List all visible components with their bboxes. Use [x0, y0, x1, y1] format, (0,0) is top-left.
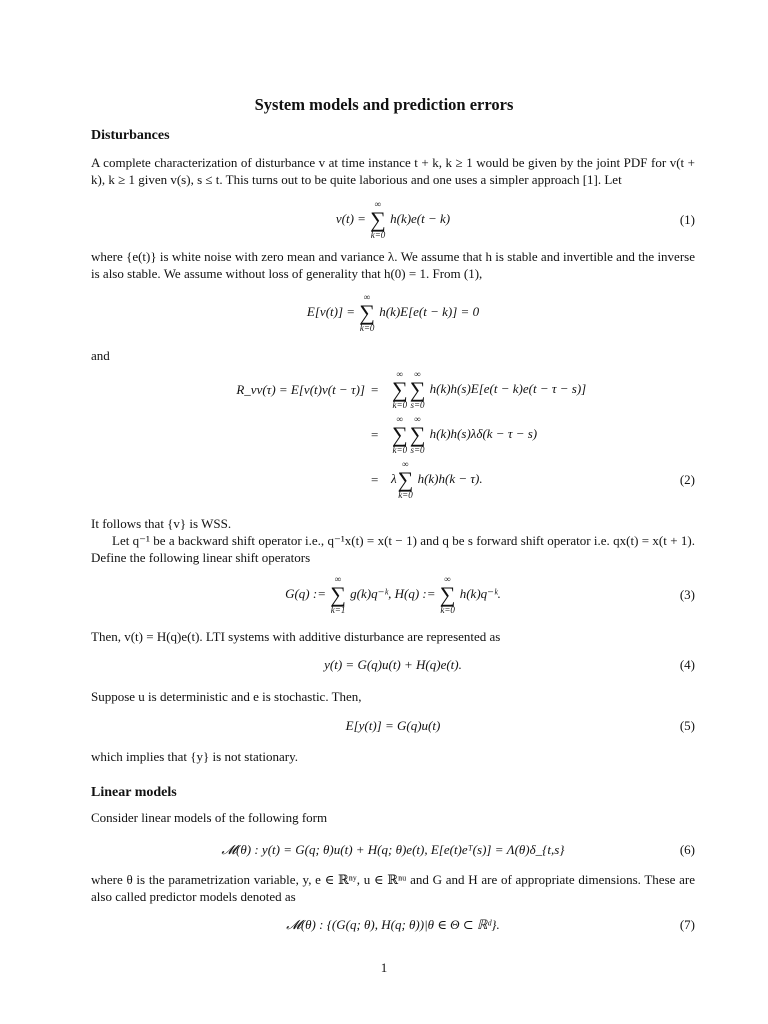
eq6-body: 𝓜(θ) : y(t) = G(q; θ)u(t) + H(q; θ)e(t), E[e(t)eᵀ(s)] = Λ(θ)δ_{t,s} [221, 842, 565, 857]
eq2-line-3 [91, 460, 695, 500]
equation-number-4: (4) [679, 657, 695, 672]
eq2-rhs-3: λ ∞ ∑ k=0 h(k)h(k − τ). [391, 459, 483, 500]
sum-symbol: ∞ ∑ k=0 [359, 292, 375, 333]
paragraph-10: where θ is the parametrization variable, y, e ∈ ℝⁿʸ, u ∈ ℝⁿᵘ and G and H are of appropriate dimensions. These are also called predictor models denoted as [91, 872, 695, 904]
eq2-equals-3: = [371, 472, 379, 487]
section-heading-linear-models: Linear models [91, 785, 177, 800]
paragraph-4: It follows that {v} is WSS. [91, 516, 232, 531]
paragraph-2: where {e(t)} is white noise with zero mean and variance λ. We assume that h is stable and invertible and the inverse is also stable. We assume without loss of generality that h(0) = 1. From (1), [91, 249, 695, 281]
page-number: 1 [380, 960, 388, 975]
equation-6 [91, 830, 695, 870]
paragraph-7: Suppose u is deterministic and e is stochastic. Then, [91, 689, 362, 704]
equation-3: G(q) := ∞ ∑ k=1 g(k)q⁻ᵏ, H(q) := ∞ ∑ k=0 h(k)q⁻ᵏ. (3) [285, 574, 695, 615]
mean-rhs: h(k)E[e(t − k)] = 0 [379, 303, 480, 319]
eq2-equals-2: = [371, 427, 379, 442]
eq7-body: 𝓜(θ) : {(G(q; θ), H(q; θ))|θ ∈ Θ ⊂ ℝᵈ}. [286, 917, 500, 932]
equation-4 [91, 645, 695, 685]
paragraph-3: and [91, 348, 110, 363]
equation-number-2: (2) [679, 472, 695, 487]
equation-5 [91, 706, 695, 746]
eq3-g-body: g(k)q⁻ᵏ, H(q) := [350, 585, 436, 601]
paper-title: System models and prediction errors [254, 95, 514, 114]
eq1-rhs: h(k)e(t − k) [390, 210, 451, 226]
equation-mean [91, 293, 695, 333]
equation-1 [91, 200, 695, 240]
equation-number-3: (3) [679, 587, 695, 602]
equation-number-5: (5) [679, 718, 695, 733]
equation-number-6: (6) [679, 842, 695, 857]
paragraph-8: which implies that {y} is not stationary. [91, 749, 298, 764]
eq4-body: y(t) = G(q)u(t) + H(q)e(t). [324, 657, 462, 672]
eq2-rhs-1: ∞ ∑ k=0 ∞ ∑ s=0 h(k)h(s)E[e(t − k)e(t − τ − s)] [392, 369, 587, 410]
section-heading-disturbances: Disturbances [91, 128, 170, 143]
eq3-g: G(q) := [285, 585, 326, 601]
equation-number-7: (7) [679, 917, 695, 932]
eq1-lhs: v(t) = [335, 210, 366, 226]
paragraph-6: Then, v(t) = H(q)e(t). LTI systems with additive disturbance are represented as [91, 629, 501, 644]
eq2-line-2 [91, 415, 695, 455]
equation-2 [91, 370, 695, 505]
paragraph-9: Consider linear models of the following form [91, 810, 328, 825]
eq5-body: E[y(t)] = G(q)u(t) [345, 718, 441, 733]
paragraph-1: A complete characterization of disturbance v at time instance t + k, k ≥ 1 would be given by the joint PDF for v(t + k), k ≥ 1 given v(s), s ≤ t. This turns out to be quite laborious and one uses a simpler approach [1]. Let [91, 155, 695, 187]
eq3-h-body: h(k)q⁻ᵏ. [459, 585, 501, 601]
equation-number-1: (1) [679, 212, 695, 227]
eq2-rhs-2: ∞ ∑ k=0 ∞ ∑ s=0 h(k)h(s)λδ(k − τ − s) [392, 414, 538, 455]
eq2-lhs: R_vv(τ) = E[v(t)v(t − τ)] [236, 382, 365, 397]
eq2-equals-1: = [371, 382, 379, 397]
eq2-line-1 [91, 370, 695, 410]
paragraph-5: Let q⁻¹ be a backward shift operator i.e., q⁻¹x(t) = x(t − 1) and q be s forward shift operator i.e. qx(t) = x(t + 1). Define the following linear shift operators [91, 533, 695, 565]
mean-lhs: E[v(t)] = [306, 303, 356, 319]
equation-7 [91, 905, 695, 945]
sum-symbol: ∞ ∑ k=0 [370, 199, 386, 240]
